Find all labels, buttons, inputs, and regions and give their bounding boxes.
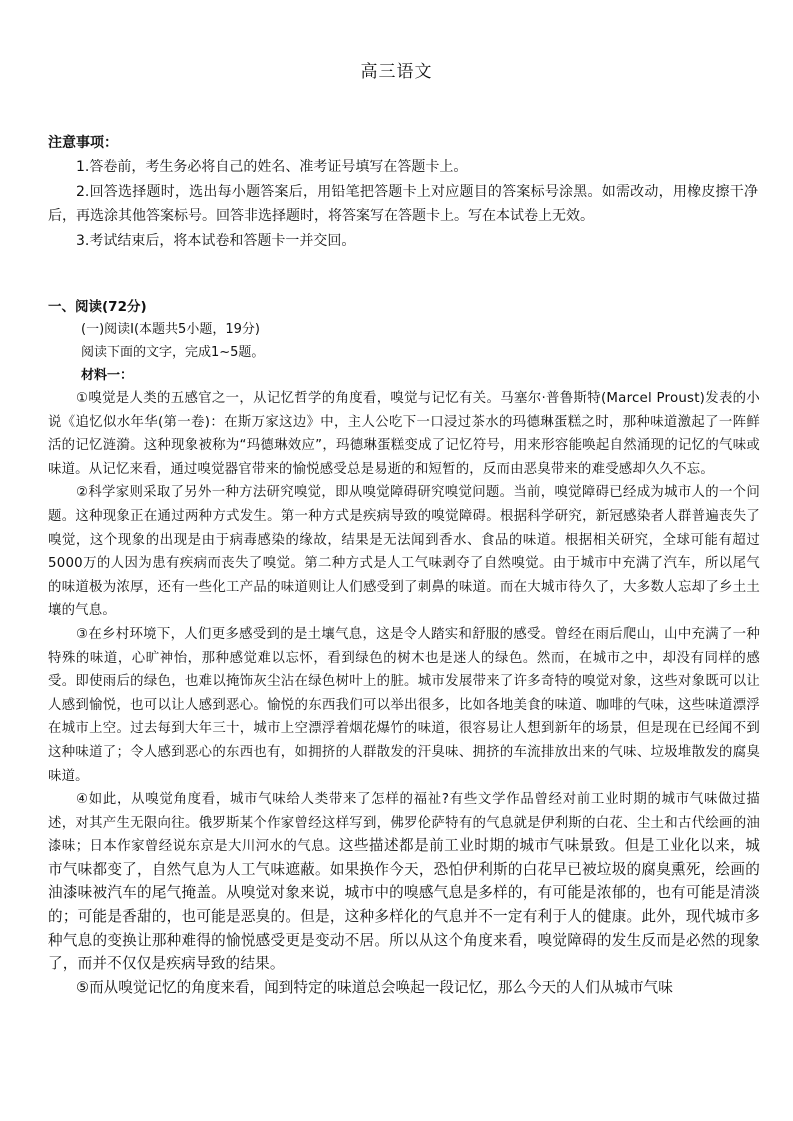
paragraph-4-head: ④如此，从嗅觉角度看，城市气味给人类带来了怎样的福祉?有些文学作品曾经对前工业时期的城市气味做过描述，对其产生无限向往。俄罗斯某个作家曾经这样写到，佛罗伦萨特有的气息就是伊利斯的白花、尘土和古代绘画的油漆味；日本作家曾经说东京是大川河水的气息。 [48, 792, 760, 855]
reading-instruction: 阅读下面的文字，完成1~5题。 [81, 345, 265, 360]
notice-block [48, 131, 758, 253]
section-heading: 一、阅读(72分) [48, 299, 147, 315]
paragraph-1: ①嗅觉是人类的五感官之一，从记忆哲学的角度看，嗅觉与记忆有关。马塞尔·普鲁斯特(Marcel Proust)发表的小说《追忆似水年华(第一卷)：在斯万家这边》中，主人公吃下一口浸过茶水的玛德琳蛋糕之时，那种味道激起了一阵鲜活的记忆涟漪。这种现象被称为“玛德琳效应”，玛德琳蛋糕变成了记忆符号，用来形容能唤起自然涌现的记忆的气味或味道。从记忆来看，通过嗅觉器官带来的愉悦感受总是易逝的和短暂的，反而由恶臭带来的难受感却久久不忘。 [48, 391, 760, 477]
paragraph-4-tail: 这些描述都是前工业时期的城市气味景致。但是工业化以来，城市气味都变了，自然气息为人工气味遮蔽。如果换作今天，恐怕伊利斯的白花早已被垃圾的腐臭熏死，绘画的油漆味被汽车的尾气掩盖。从嗅觉对象来说，城市中的嗅感气息是多样的，有可能是浓郁的，也有可能是清淡的；可能是香甜的，也可能是恶臭的。但是，这种多样化的气息并不一定有利于人的健康。此外，现代城市多种气息的变换让那种难得的愉悦感受更是变动不居。所以从这个角度来看，嗅觉障碍的发生反而是必然的现象了，而并不仅仅是疾病导致的结果。 [48, 838, 760, 973]
paragraph-5: ⑤而从嗅觉记忆的角度来看，闻到特定的味道总会唤起一段记忆，那么今天的人们从城市气味 [76, 979, 673, 996]
notice-heading: 注意事项： [48, 135, 118, 151]
notice-item-3: 3.考试结束后，将本试卷和答题卡一并交回。 [76, 232, 356, 249]
subsection-heading: (一)阅读Ⅰ(本题共5小题，19分) [81, 322, 260, 337]
notice-item-2: 2.回答选择题时，选出每小题答案后，用铅笔把答题卡上对应题目的答案标号涂黑。如需改动，用橡皮擦干净后，再选涂其他答案标号。回答非选择题时，将答案写在答题卡上。写在本试卷上无效。 [48, 183, 758, 224]
reading-section [48, 296, 760, 1001]
material-label: 材料一： [81, 368, 134, 383]
paragraph-3: ③在乡村环境下，人们更多感受到的是土壤气息，这是令人踏实和舒服的感受。曾经在雨后爬山，山中充满了一种特殊的味道，心旷神怡，那种感觉难以忘怀，看到绿色的树木也是迷人的绿色。然而，在城市之中，却没有同样的感受。即使雨后的绿色，也难以掩饰灰尘沾在绿色树叶上的脏。城市发展带来了许多奇特的嗅觉对象，这些对象既可以让人感到愉悦，也可以让人感到恶心。愉悦的东西我们可以举出很多，比如各地美食的味道、咖啡的气味，这些味道漂浮在城市上空。过去每到大年三十，城市上空漂浮着烟花爆竹的味道，很容易让人想到新年的场景，但是现在已经闻不到这种味道了；令人感到恶心的东西也有，如拥挤的人群散发的汗臭味、拥挤的车流排放出来的气味、垃圾堆散发的腐臭味道。 [48, 626, 760, 784]
page-title: 高三语文 [360, 62, 433, 82]
paragraph-4 [48, 788, 760, 977]
notice-item-1: 1.答卷前，考生务必将自己的姓名、准考证号填写在答题卡上。 [76, 159, 468, 175]
paragraph-2: ②科学家则采取了另外一种方法研究嗅觉，即从嗅觉障碍研究嗅觉问题。当前，嗅觉障碍已经成为城市人的一个问题。这种现象正在通过两种方式发生。第一种方式是疾病导致的嗅觉障碍。根据科学研究，新冠感染者人群普遍丧失了嗅觉，这个现象的出现是由于病毒感染的缘故，结果是无法闻到香水、食品的味道。根据相关研究，全球可能有超过5000万的人因为患有疾病而丧失了嗅觉。第二种方式是人工气味剥夺了自然嗅觉。由于城市中充满了汽车，所以尾气的味道极为浓厚，还有一些化工产品的味道则让人们感受到了刺鼻的味道。而在大城市待久了，大多数人忘却了乡土土壤的气息。 [48, 485, 760, 619]
